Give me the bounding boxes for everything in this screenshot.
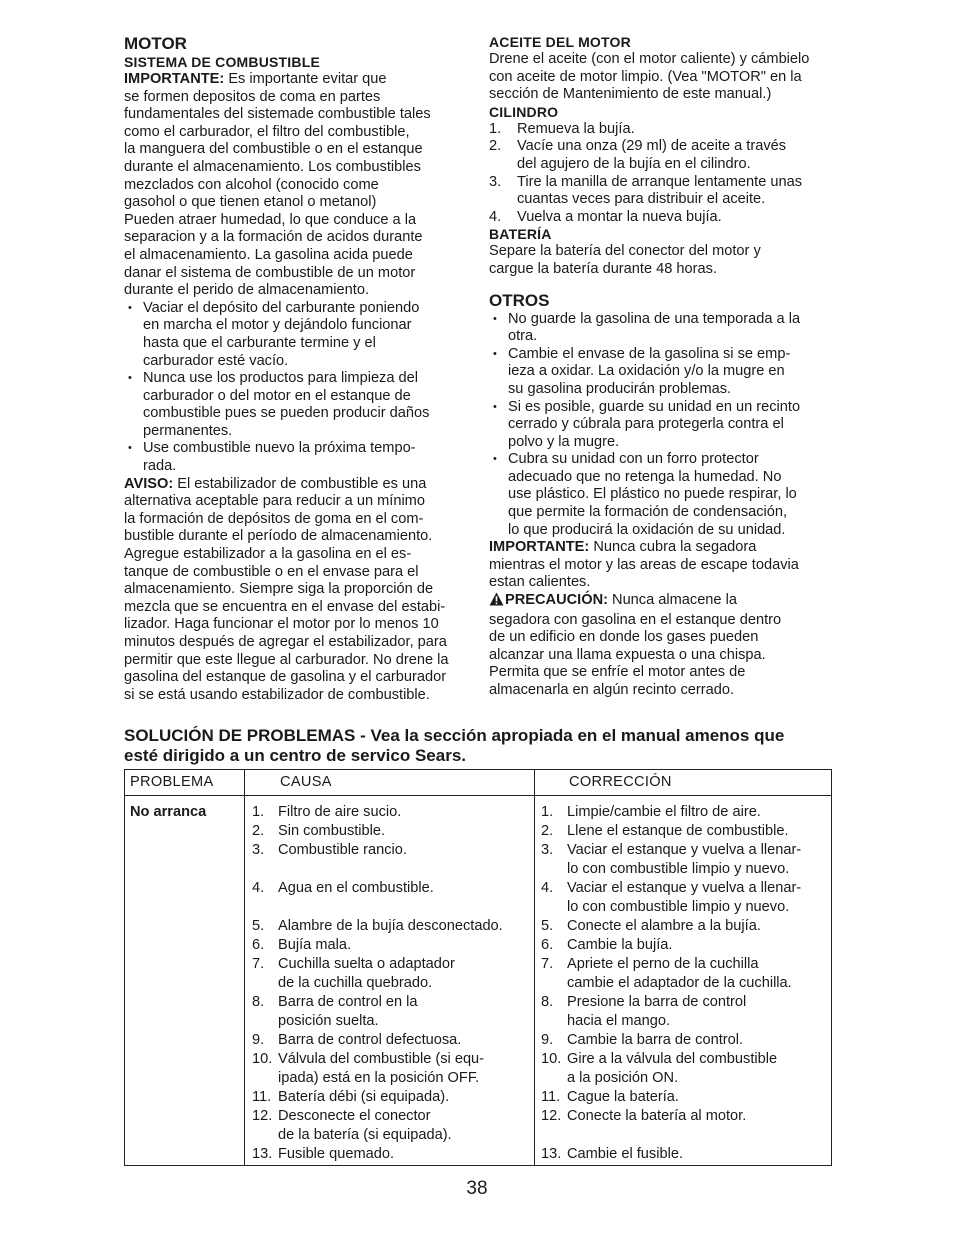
item-number: 2.	[252, 823, 265, 839]
numbered-item	[252, 936, 532, 955]
text-line: almacenarla en algún recinto cerrado.	[489, 682, 734, 698]
text-line: cargue la batería durante 48 horas.	[489, 260, 717, 277]
column-header-problem: PROBLEMA	[130, 774, 214, 790]
text-line: separacion y a la formación de acidos durante	[124, 229, 423, 246]
text-line: Batería débi (si equipada).	[278, 1089, 450, 1105]
text-line: danar el sistema de combustible de un motor	[124, 264, 416, 281]
important-label: IMPORTANTE:	[489, 539, 590, 556]
text-line: Separe la batería del conector del motor y	[489, 243, 761, 260]
numbered-item	[489, 209, 839, 227]
text-line: cerrado y cúbrala para protegerla contra el	[508, 416, 784, 433]
fuel-bullet-list	[124, 300, 468, 476]
text-line: el almacenamiento. La gasolina acida puede	[124, 246, 413, 263]
battery-heading: BATERÍA	[489, 226, 552, 243]
item-number: 4.	[489, 208, 502, 225]
item-number: 6.	[252, 937, 265, 953]
item-number: 9.	[541, 1032, 554, 1048]
numbered-item	[541, 879, 831, 917]
numbered-item	[252, 993, 532, 1031]
text-line: durante el perido de almacenamiento.	[124, 282, 370, 299]
numbered-item	[252, 955, 532, 993]
text-line: Cubra su unidad con un forro protector	[508, 451, 759, 468]
left-column	[124, 34, 468, 704]
item-number: 4.	[252, 880, 265, 896]
text-line: Presione la barra de control	[567, 994, 747, 1010]
text-line: minutos después de agregar el estabilizador, para	[124, 634, 447, 650]
text-line: que permite la formación de condensación,	[508, 504, 788, 521]
item-number: 7.	[541, 956, 554, 972]
numbered-item	[541, 841, 831, 879]
text-line: Es importante evitar que	[224, 71, 387, 87]
text-line: Pueden atraer humedad, lo que conduce a la	[124, 211, 417, 228]
column-divider	[244, 770, 245, 1165]
problem-cell: No arranca	[130, 804, 207, 820]
text-line: Nunca use los productos para limpieza del	[143, 370, 419, 387]
item-number: 12.	[541, 1108, 562, 1124]
item-number: 3.	[252, 842, 265, 858]
item-number: 6.	[541, 937, 554, 953]
text-line: Bujía mala.	[278, 937, 352, 953]
numbered-item	[252, 879, 532, 898]
text-line: No guarde la gasolina de una temporada a la	[508, 310, 801, 327]
column-header-cause: CAUSA	[280, 774, 332, 790]
text-line: se formen depositos de coma en partes	[124, 88, 381, 105]
troubleshooting-table	[124, 769, 832, 1166]
text-line: cambie el adaptador de la cuchilla.	[567, 975, 792, 991]
text-line: alternativa aceptable para reducir a un mínimo	[124, 493, 425, 510]
text-line: Cambie la barra de control.	[567, 1032, 744, 1048]
text-line: Nunca almacene la	[607, 592, 737, 609]
text-line: durante el almacenamiento. Los combustibles	[124, 158, 421, 175]
text-line: Nunca cubra la segadora	[589, 539, 757, 556]
item-number: 1.	[489, 120, 502, 137]
numbered-item	[541, 1145, 831, 1164]
numbered-item	[252, 841, 532, 860]
bullet-item	[489, 346, 839, 399]
text-line: Limpie/cambie el filtro de aire.	[567, 804, 761, 820]
corrections-cell	[541, 803, 831, 1164]
text-line: Barra de control en la	[278, 994, 418, 1010]
text-line: ipada) está en la posición OFF.	[278, 1070, 480, 1086]
cover-important-paragraph	[489, 539, 839, 592]
troubleshooting-title-line-2: esté dirigido a un centro de servico Sears.	[124, 746, 467, 765]
text-line: Permita que se enfríe el motor antes de	[489, 664, 746, 681]
text-line: Vuelva a montar la nueva bujía.	[517, 208, 722, 225]
text-line: Sin combustible.	[278, 823, 386, 839]
text-line: Vaciar el estanque y vuelva a llenar-	[567, 842, 802, 858]
numbered-item	[252, 803, 532, 822]
text-line: Vacíe una onza (29 ml) de aceite a través	[517, 138, 787, 155]
text-line: hasta que el carburante termine y el	[143, 334, 376, 351]
text-line: use plástico. El plástico no puede respirar, lo	[508, 486, 797, 503]
bullet-item	[489, 451, 839, 539]
row-spacer	[252, 898, 532, 917]
text-line: posición suelta.	[278, 1013, 379, 1029]
item-number: 10.	[252, 1051, 273, 1067]
troubleshooting-title	[124, 726, 840, 766]
numbered-item	[252, 822, 532, 841]
numbered-item	[252, 1145, 532, 1164]
otros-bullet-list	[489, 311, 839, 540]
text-line: lo con combustible limpio y nuevo.	[567, 899, 790, 915]
motor-heading: MOTOR	[124, 34, 187, 53]
numbered-item	[489, 138, 839, 173]
numbered-item	[541, 822, 831, 841]
text-line: adecuado que no retenga la humedad. No	[508, 468, 782, 485]
bullet-item	[489, 311, 839, 346]
text-line: lizador. Haga funcionar el motor por lo menos 10	[124, 616, 439, 633]
text-line: su gasolina producirán problemas.	[508, 380, 732, 397]
text-line: Drene el aceite (con el motor caliente) y cámbielo	[489, 51, 810, 67]
fuel-important-paragraph	[124, 71, 468, 300]
text-line: gasolina del estanque de gasolina y el carburador	[124, 669, 447, 686]
numbered-item	[541, 917, 831, 936]
text-line: bustible durante el período de almacenamiento.	[124, 528, 433, 545]
text-line: sección de Mantenimiento de este manual.)	[489, 86, 772, 103]
numbered-item	[541, 1107, 831, 1126]
text-line: lo que producirá la oxidación de su unidad.	[508, 521, 786, 538]
numbered-item	[252, 917, 532, 936]
text-line: carburador o del motor en el estanque de	[143, 387, 411, 404]
cylinder-steps	[489, 121, 839, 227]
item-number: 3.	[489, 173, 502, 190]
item-number: 10.	[541, 1051, 562, 1067]
text-line: rada.	[143, 458, 177, 475]
important-label: IMPORTANTE:	[124, 71, 225, 87]
bullet-item	[124, 370, 468, 440]
text-line: carburador esté vacío.	[143, 352, 289, 369]
cylinder-heading: CILINDRO	[489, 103, 559, 120]
item-number: 8.	[541, 994, 554, 1010]
numbered-item	[541, 936, 831, 955]
text-line: de la batería (si equipada).	[278, 1127, 452, 1143]
bullet-item	[124, 440, 468, 475]
text-line: Cambie el fusible.	[567, 1146, 683, 1162]
text-line: Conecte la batería al motor.	[567, 1108, 747, 1124]
text-line: permitir que este llegue al carburador. No drene la	[124, 651, 449, 668]
text-line: Conecte el alambre a la bujía.	[567, 918, 761, 934]
text-line: Si es posible, guarde su unidad en un recinto	[508, 398, 801, 415]
numbered-item	[541, 1050, 831, 1088]
item-number: 13.	[252, 1146, 273, 1162]
text-line: de la cuchilla quebrado.	[278, 975, 433, 991]
item-number: 4.	[541, 880, 554, 896]
item-number: 12.	[252, 1108, 273, 1124]
text-line: Combustible rancio.	[278, 842, 407, 858]
text-line: a la posición ON.	[567, 1070, 679, 1086]
bullet-item	[489, 399, 839, 452]
item-number: 7.	[252, 956, 265, 972]
caution-label: PRECAUCIÓN:	[505, 592, 608, 609]
text-line: de un edificio en donde los gases pueden	[489, 629, 759, 646]
causes-cell	[252, 803, 532, 1164]
text-line: Vaciar el depósito del carburante poniendo	[143, 299, 420, 316]
text-line: alcanzar una llama expuesta o una chispa.	[489, 646, 766, 663]
item-number: 3.	[541, 842, 554, 858]
text-line: polvo y la mugre.	[508, 433, 620, 450]
text-line: Fusible quemado.	[278, 1146, 395, 1162]
item-number: 1.	[252, 804, 265, 820]
battery-text	[489, 243, 839, 278]
item-number: 5.	[541, 918, 554, 934]
engine-oil-heading: ACEITE DEL MOTOR	[489, 34, 631, 50]
text-line: estan calientes.	[489, 574, 591, 591]
text-line: Agregue estabilizador a la gasolina en el es-	[124, 546, 412, 563]
text-line: Cuchilla suelta o adaptador	[278, 956, 455, 972]
text-line: almacenamiento. Siempre siga la proporción de	[124, 581, 434, 598]
numbered-item	[541, 993, 831, 1031]
text-line: combustible pues se pueden producir daños	[143, 405, 430, 422]
text-line: con aceite de motor limpio. (Vea "MOTOR" en la	[489, 68, 802, 85]
text-line: hacia el mango.	[567, 1013, 671, 1029]
item-number: 2.	[489, 138, 502, 155]
item-number: 8.	[252, 994, 265, 1010]
item-number: 1.	[541, 804, 554, 820]
text-line: otra.	[508, 328, 538, 345]
aviso-text	[124, 476, 449, 703]
text-line: en marcha el motor y dejándolo funcionar	[143, 317, 412, 334]
text-line: Desconecte el conector	[278, 1108, 431, 1124]
text-line: Use combustible nuevo la próxima tempo-	[143, 440, 416, 457]
item-number: 11.	[252, 1089, 272, 1105]
header-divider	[125, 795, 831, 796]
text-line: Gire a la válvula del combustible	[567, 1051, 778, 1067]
text-line: Filtro de aire sucio.	[278, 804, 402, 820]
text-line: Cambie el envase de la gasolina si se emp-	[508, 345, 791, 362]
column-header-correction: CORRECCIÓN	[569, 774, 672, 790]
numbered-item	[541, 803, 831, 822]
row-spacer	[252, 860, 532, 879]
text-line: cuantas veces para distribuir el aceite.	[517, 191, 766, 208]
item-number: 2.	[541, 823, 554, 839]
text-line: Cague la batería.	[567, 1089, 679, 1105]
numbered-item	[541, 955, 831, 993]
text-line: Vaciar el estanque y vuelva a llenar-	[567, 880, 802, 896]
column-divider	[534, 770, 535, 1165]
engine-oil-text	[489, 51, 839, 104]
troubleshooting-title-line-1: SOLUCIÓN DE PROBLEMAS - Vea la sección apropiada en el manual amenos que	[124, 726, 785, 745]
numbered-item	[489, 174, 839, 209]
otros-heading: OTROS	[489, 290, 550, 310]
text-line: El estabilizador de combustible es una	[173, 475, 427, 492]
aviso-paragraph	[124, 476, 468, 705]
aviso-label: AVISO:	[124, 475, 174, 492]
fuel-important-text	[124, 71, 431, 298]
corrections-list	[541, 803, 831, 1164]
text-line: Llene el estanque de combustible.	[567, 823, 789, 839]
text-line: Barra de control defectuosa.	[278, 1032, 462, 1048]
text-line: fundamentales del sistemade combustible tales	[124, 106, 431, 123]
text-line: Apriete el perno de la cuchilla	[567, 956, 759, 972]
text-line: mientras el motor y las areas de escape todavia	[489, 556, 799, 573]
text-line: Tire la manilla de arranque lentamente unas	[517, 173, 803, 190]
text-line: Válvula del combustible (si equ-	[278, 1051, 485, 1067]
page-number: 38	[466, 1178, 488, 1199]
text-line: tanque de combustible o en el envase para el	[124, 563, 419, 580]
text-line: Agua en el combustible.	[278, 880, 434, 896]
warning-triangle-icon	[489, 592, 504, 612]
text-line: lo con combustible limpio y nuevo.	[567, 861, 790, 877]
fuel-system-heading: SISTEMA DE COMBUSTIBLE	[124, 54, 320, 70]
right-column	[489, 34, 839, 700]
text-line: segadora con gasolina en el estanque dentro	[489, 611, 782, 628]
text-line: gasohol o que tienen etanol o metanol)	[124, 194, 377, 211]
numbered-item	[489, 121, 839, 139]
text-line: la manguera del combustible o en el estanque	[124, 141, 423, 158]
numbered-item	[252, 1088, 532, 1107]
item-number: 9.	[252, 1032, 265, 1048]
text-line: Alambre de la bujía desconectado.	[278, 918, 503, 934]
numbered-item	[252, 1107, 532, 1145]
text-line: permanentes.	[143, 422, 233, 439]
text-line: Remueva la bujía.	[517, 120, 635, 137]
text-line: la formación de depósitos de goma en el com-	[124, 510, 424, 527]
row-spacer	[541, 1126, 831, 1145]
numbered-item	[252, 1050, 532, 1088]
numbered-item	[541, 1031, 831, 1050]
text-line: ieza a oxidar. La oxidación y/o la mugre en	[508, 363, 785, 380]
item-number: 11.	[541, 1089, 561, 1105]
causes-list	[252, 803, 532, 1164]
text-line: si se está usando estabilizador de combustible.	[124, 686, 430, 703]
bullet-item	[124, 300, 468, 370]
item-number: 5.	[252, 918, 265, 934]
text-line: mezclados con alcohol (conocido come	[124, 176, 379, 193]
text-line: mezcla que se encuentra en el envase del estabi-	[124, 598, 446, 615]
text-line: como el carburador, el filtro del combustible,	[124, 123, 410, 140]
item-number: 13.	[541, 1146, 562, 1162]
numbered-item	[252, 1031, 532, 1050]
caution-paragraph	[489, 592, 839, 700]
text-line: del agujero de la bujía en el cilindro.	[517, 155, 751, 172]
numbered-item	[541, 1088, 831, 1107]
text-line: Cambie la bujía.	[567, 937, 673, 953]
